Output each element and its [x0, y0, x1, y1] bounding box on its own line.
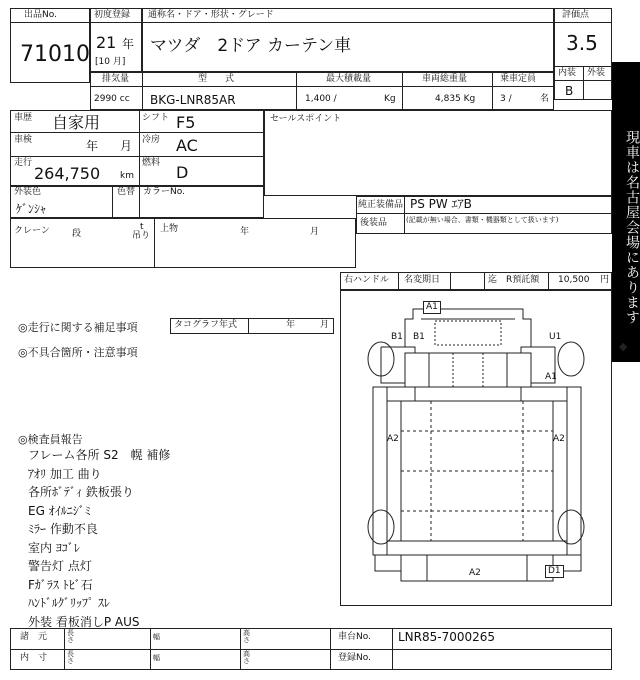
mark-u1: U1 [549, 332, 562, 342]
grade-value: 3.5 [566, 31, 598, 55]
first-reg-month: [10 月] [95, 57, 126, 67]
equipment-label: 純正装備品 [358, 200, 404, 210]
length-label: 長さ [67, 629, 74, 644]
displacement-value: 2990 cc [94, 94, 130, 104]
width-label-2: 幅 [153, 654, 160, 662]
history-value: 自家用 [52, 113, 101, 132]
load-value: 1,400 / [305, 94, 337, 104]
first-reg-year: 21 [96, 33, 117, 52]
report-line: ﾊﾝﾄﾞﾙｸﾞﾘｯﾌﾟ ｽﾚ [28, 596, 110, 610]
outer-grade-label: 外装 [587, 68, 606, 78]
report-line: 警告灯 点灯 [28, 559, 92, 573]
inspection-label: 車検 [14, 135, 33, 145]
sales-point-label: セールスポイント [270, 114, 342, 124]
fuel-value: D [176, 163, 189, 182]
report-line: EG ｵｲﾙﾆｼﾞﾐ [28, 503, 91, 518]
length-label-2: 長さ [67, 650, 74, 665]
exterior-color-value: ｹﾞﾝｼｬ [16, 202, 47, 216]
grade-label: 評価点 [562, 10, 590, 20]
fuel-label: 燃料 [142, 158, 161, 168]
color-change-label: 色替 [117, 187, 136, 197]
mileage-value: 264,750 [34, 164, 101, 183]
right-handle-label: 右ハンドル [344, 275, 390, 285]
report-line: Fｶﾞﾗｽ ﾄﾋﾞ石 [28, 577, 93, 592]
history-label: 車歴 [14, 113, 33, 123]
exterior-color-box [10, 186, 264, 218]
lift-label: 上物 [160, 224, 179, 234]
report-line: ﾐﾗｰ 作動不良 [28, 522, 98, 536]
load-label: 最大積載量 [326, 74, 372, 84]
height-label-2: 高さ [243, 650, 250, 665]
height-label: 高さ [243, 629, 250, 644]
mark-b1-right: B1 [413, 332, 425, 342]
lift-year-unit: 年 [240, 227, 250, 237]
report-line: ｱｵﾘ 加工 曲り [28, 466, 102, 481]
tacho-month-unit: 月 [320, 320, 330, 330]
lift-month-unit: 月 [310, 227, 320, 237]
capacity-value: 3 / [500, 94, 512, 104]
inner-grade-value: B [565, 84, 574, 98]
model-name: マツダ 2ドア カーテン車 [150, 36, 352, 56]
gross-label: 車両総重量 [422, 74, 468, 84]
crane-dan: 段 [72, 229, 82, 239]
mileage-unit: km [120, 171, 134, 181]
recycle-unit: 円 [600, 275, 610, 285]
running-section-title: ◎走行に関する補足事項 [18, 321, 138, 334]
specs-dim-label: 諸 元 [20, 632, 48, 642]
shift-value: F5 [176, 113, 196, 132]
name-header: 通称名・ドア・形状・グレード [148, 10, 274, 20]
mark-a1-top: A1 [423, 301, 441, 314]
report-line: フレーム各所 S2 幌 補修 [28, 448, 171, 462]
model-value: BKG-LNR85AR [150, 93, 236, 107]
interior-dim-label: 内 寸 [20, 653, 48, 663]
lot-number: 71010 [20, 42, 90, 67]
cooling-label: 冷房 [142, 135, 161, 145]
displacement-label: 排気量 [102, 74, 130, 84]
inspection-month-unit: 月 [120, 139, 133, 153]
tacho-year-unit: 年 [286, 320, 296, 330]
width-label: 幅 [153, 633, 160, 641]
capacity-unit: 名 [540, 94, 550, 104]
inspection-diagram [340, 290, 612, 606]
aftermarket-label: 後装品 [360, 218, 388, 228]
recycle-label: R預託額 [506, 275, 540, 285]
mark-a2-right: A2 [553, 434, 565, 444]
report-line: 各所ﾎﾞﾃﾞｨ 鉄板張り [28, 485, 134, 499]
aftermarket-note: (記載が無い場合、書類・機器類として扱います) [406, 216, 559, 224]
exterior-color-label: 外装色 [14, 187, 42, 197]
first-reg-label: 初度登録 [94, 10, 131, 20]
capacity-label: 乗車定員 [500, 74, 537, 84]
inner-grade-label: 内装 [558, 68, 577, 78]
name-change-label: 名変期日 [404, 275, 441, 285]
report-line: 外装 看板消しP AUS [28, 614, 140, 629]
crane-tsuri: 吊り [132, 231, 151, 241]
crane-label: クレーン [14, 226, 50, 236]
location-banner: 現車は名古屋会場にあります [612, 62, 640, 362]
mileage-label: 走行 [14, 158, 33, 168]
equipment-value: PS PW ｴｱB [410, 197, 472, 211]
first-reg-year-unit: 年 [122, 37, 135, 51]
mark-a2-bottom: A2 [469, 568, 481, 578]
mark-a2-left: A2 [387, 434, 399, 444]
shift-label: シフト [142, 113, 170, 123]
report-lines [28, 446, 328, 631]
crane-t: t [140, 222, 144, 232]
model-label: 型 式 [198, 74, 235, 84]
mark-d1: D1 [545, 565, 564, 578]
chassis-value: LNR85-7000265 [398, 630, 496, 644]
report-line: 室内 ﾖｺﾞﾚ [28, 540, 80, 555]
gross-value: 4,835 Kg [435, 94, 476, 104]
mark-a1-right: A1 [545, 372, 557, 382]
recycle-value: 10,500 [558, 275, 590, 285]
lot-label: 出品No. [24, 10, 57, 20]
chassis-label: 車台No. [338, 632, 371, 642]
report-section-title: ◎検査員報告 [18, 433, 83, 446]
registration-label: 登録No. [338, 653, 371, 663]
color-no-label: カラーNo. [143, 187, 185, 197]
diamond-icon-bottom: ◆ [619, 340, 628, 353]
cooling-value: AC [176, 136, 198, 155]
defects-section-title: ◎不具合箇所・注意事項 [18, 346, 138, 359]
recycle-until: 迄 [488, 275, 498, 285]
load-unit: Kg [384, 94, 396, 104]
mark-b1-left: B1 [391, 332, 403, 342]
inspection-year-unit: 年 [86, 139, 99, 153]
tacho-label: タコグラフ年式 [174, 320, 238, 330]
crane-row [10, 218, 356, 268]
